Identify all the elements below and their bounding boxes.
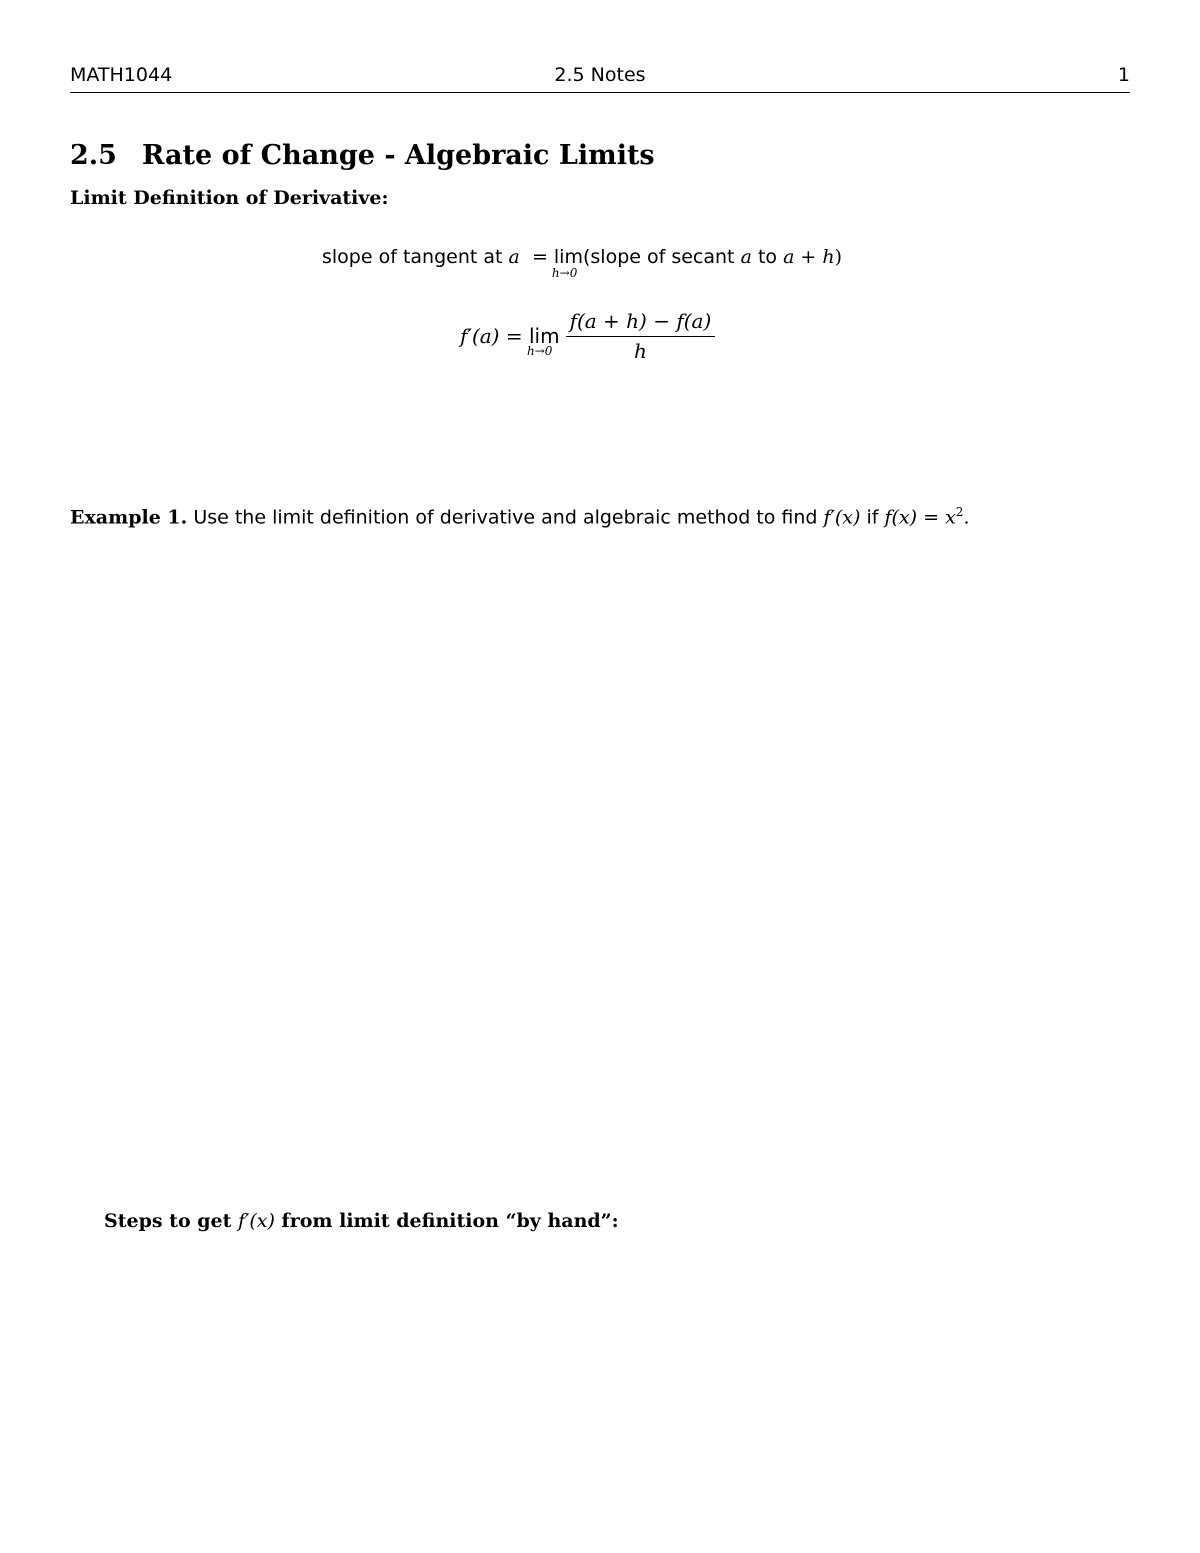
- eq1-lim-label: lim: [553, 246, 583, 268]
- steps-heading: [104, 1210, 619, 1232]
- example-label: Example 1.: [70, 506, 188, 529]
- eq2-limit: [526, 324, 560, 358]
- eq2-lim-sub: h→0: [526, 344, 553, 358]
- example-end: .: [963, 506, 970, 529]
- example-fx: f(x) = x: [884, 506, 956, 529]
- eq2-lim-label: lim: [528, 324, 560, 348]
- header-title: 2.5 Notes: [554, 64, 646, 86]
- eq1-rhs-open: (slope of secant: [582, 246, 735, 268]
- eq1-rhs-a: a: [740, 246, 752, 268]
- eq1-rhs-expr: a + h: [783, 246, 835, 268]
- header-course: MATH1044: [70, 64, 173, 86]
- equation-slope-tangent: [322, 246, 843, 280]
- section-number: 2.5: [70, 140, 117, 171]
- example-fprime: f′(x): [823, 506, 861, 529]
- section-title: Rate of Change - Algebraic Limits: [142, 140, 655, 171]
- eq1-lhs: slope of tangent at: [322, 246, 503, 268]
- eq1-limit: [551, 246, 583, 280]
- steps-prefix: Steps to get: [104, 1210, 232, 1232]
- eq1-lim-sub: h→0: [551, 266, 578, 280]
- example-text: Use the limit definition of derivative and algebraic method to find: [193, 506, 818, 529]
- example-1: [70, 505, 969, 528]
- eq2-numerator: f(a + h) − f(a): [566, 309, 716, 337]
- eq2-fraction: [566, 309, 716, 363]
- section-heading: [70, 140, 655, 171]
- header-page-number: 1: [1117, 64, 1130, 86]
- eq2-denominator: h: [633, 339, 647, 363]
- steps-fprime: f′(x): [238, 1210, 275, 1232]
- steps-suffix: from limit definition “by hand”:: [281, 1210, 619, 1232]
- eq1-var-a: a: [508, 246, 520, 268]
- eq1-rhs-to: to: [757, 246, 778, 268]
- subheading: Limit Definition of Derivative:: [70, 187, 389, 209]
- eq2-lhs: f′(a) =: [460, 324, 523, 348]
- example-if: if: [866, 506, 879, 529]
- header-rule: [70, 92, 1130, 93]
- example-exponent: 2: [955, 505, 964, 519]
- eq1-equals: =: [531, 246, 548, 268]
- equation-derivative-definition: [460, 306, 715, 366]
- eq1-rhs-close: ): [834, 246, 843, 268]
